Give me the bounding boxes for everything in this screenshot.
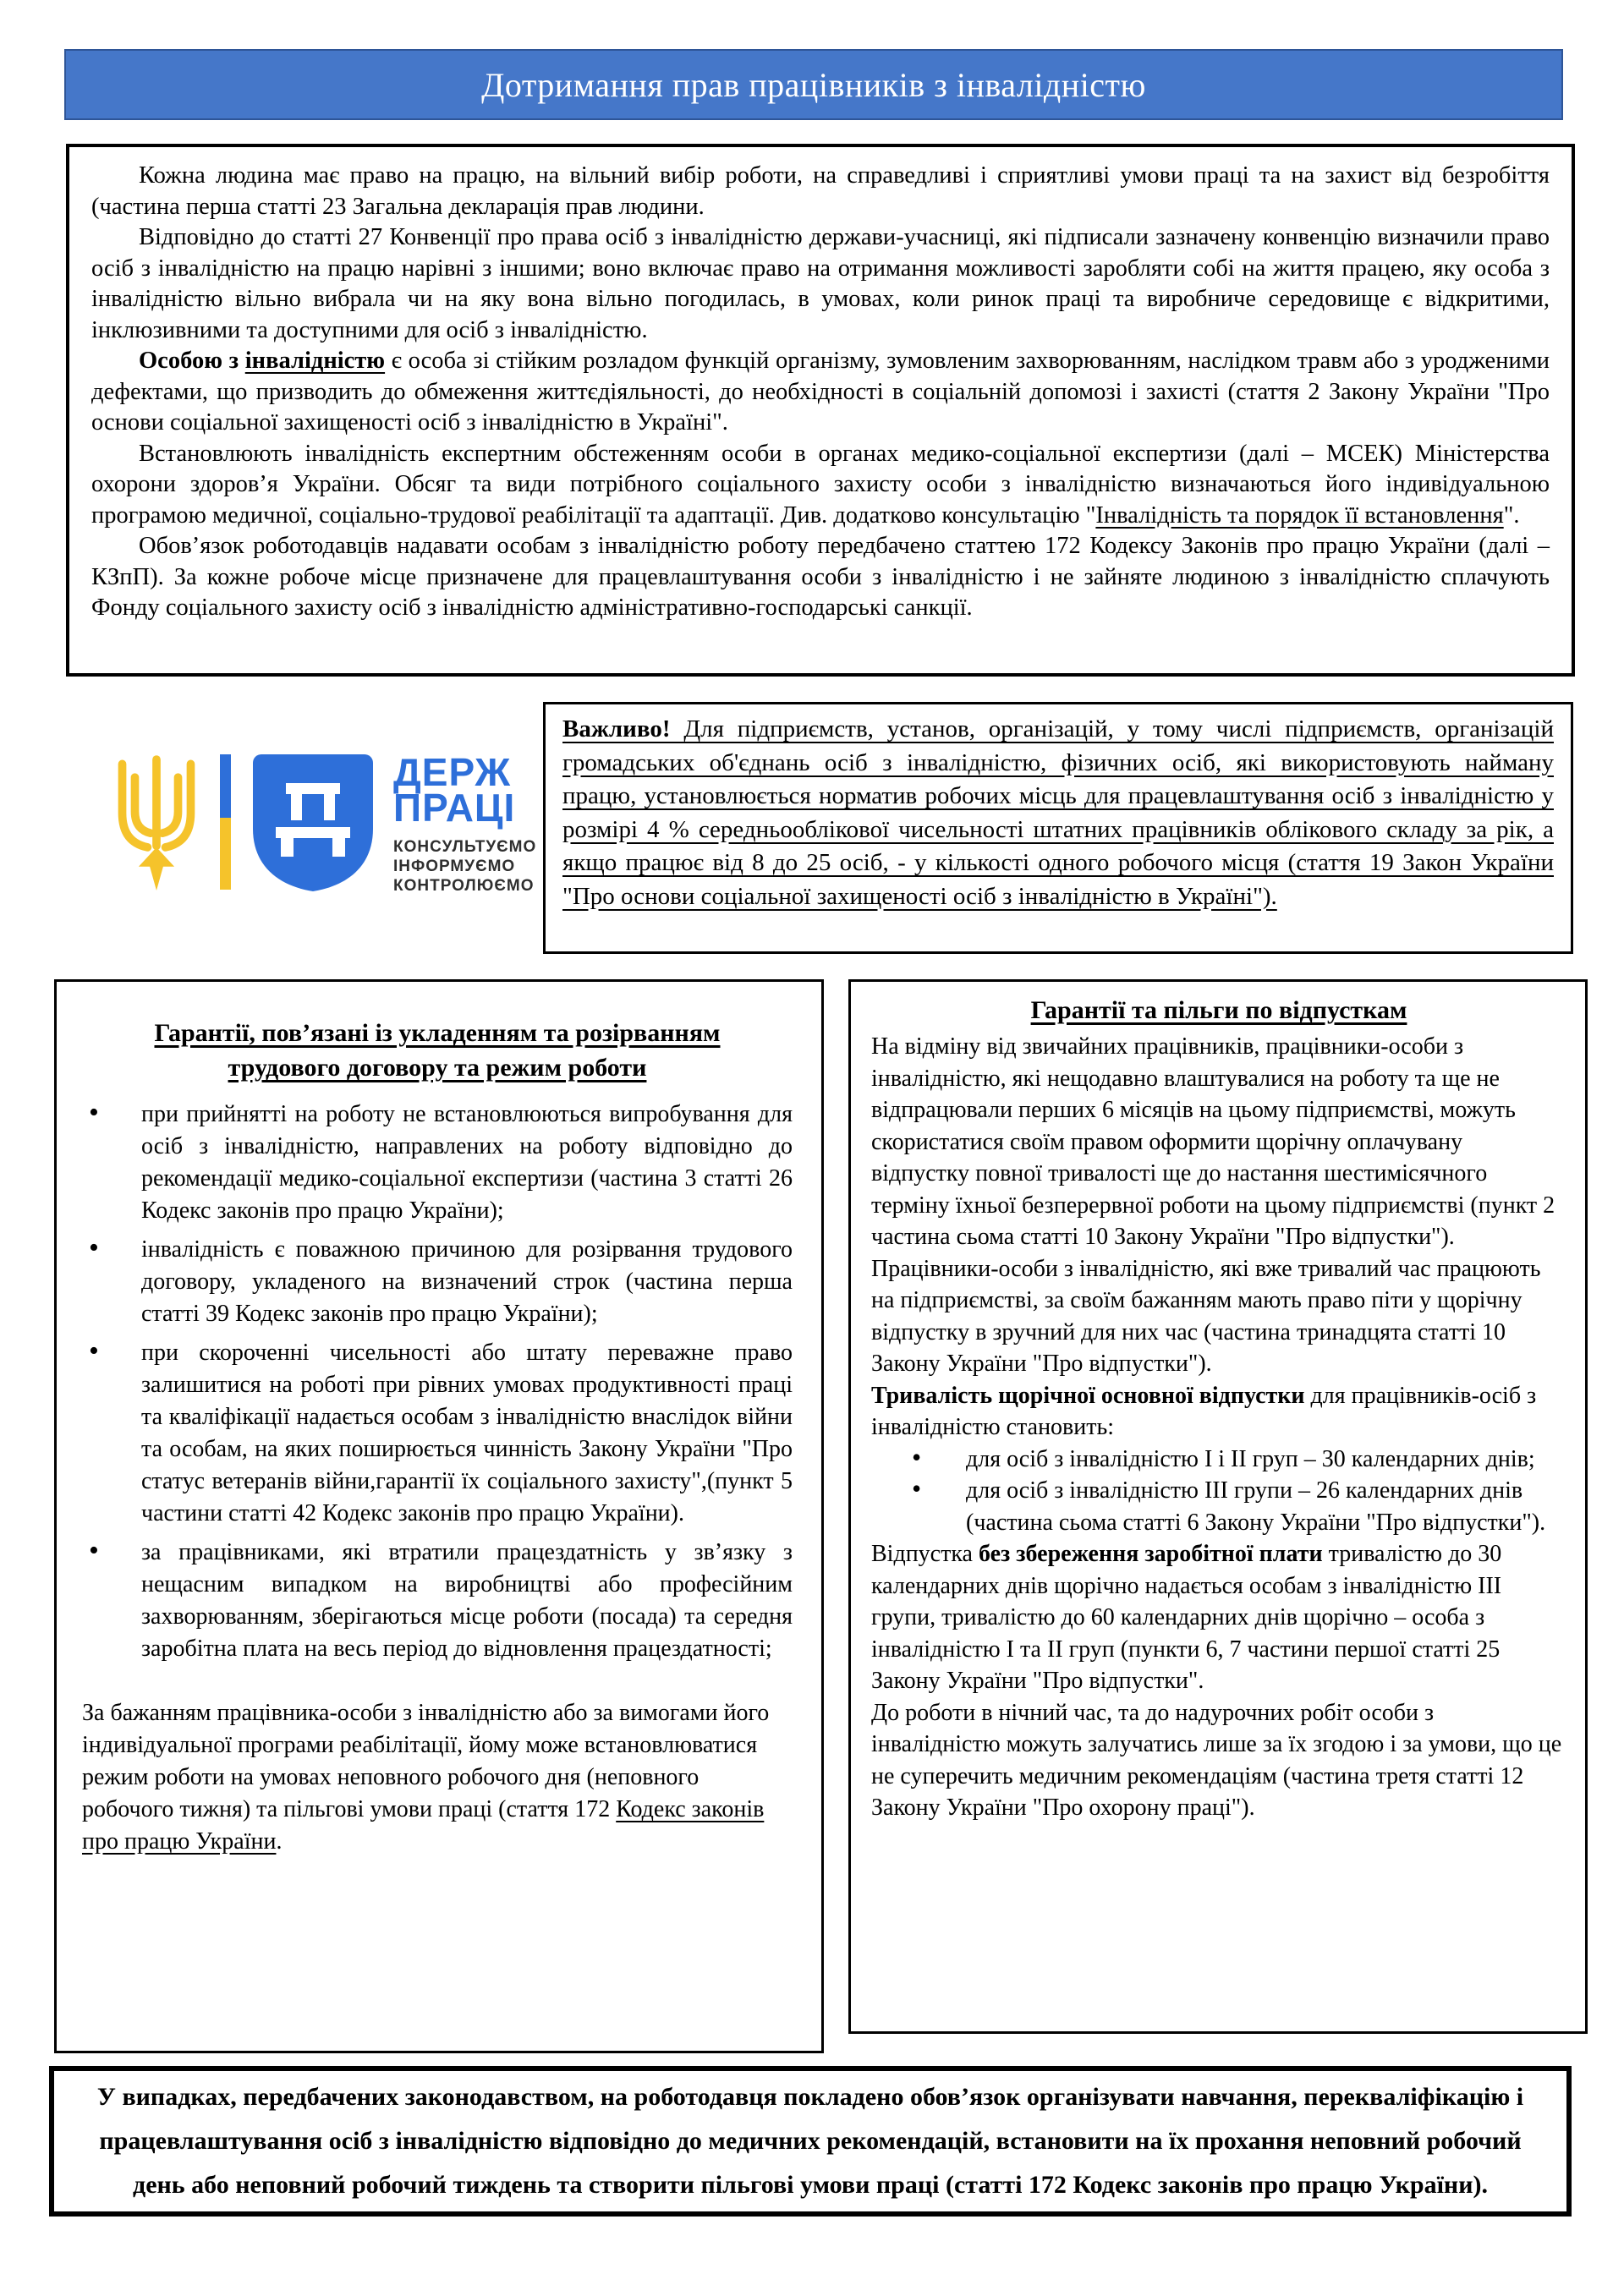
intro-paragraph-3 bbox=[91, 346, 1550, 439]
duration-lead-rest: для працівників-осіб з інвалідністю становить: bbox=[871, 1382, 1537, 1440]
logo-tagline bbox=[393, 837, 536, 896]
intro-box bbox=[66, 144, 1575, 677]
logo-name-line1: ДЕРЖ bbox=[393, 750, 512, 794]
left-box-title: Гарантії, пов’язані із укладенням та розірванням трудового договору та режим роботи bbox=[154, 1019, 721, 1082]
intro-p4-closing: ". bbox=[1503, 501, 1520, 529]
important-text: Для підприємств, установ, організацій, у тому числі підприємств, організацій громадських об'єднань осіб з інвалідністю, фізичних осіб, які використовують найману працю, установлюється норматив робочих місць для працевлаштування осіб з інвалідністю у розмірі 4 % середньооблікової чисельності штатних працівників облікового складу за рік, а якщо працює від 8 до 25 осіб, - у кількості одного робочого місця (стаття 19 Закон України "Про основи соціальної захищеності осіб з інвалідністю в Україні"). bbox=[562, 715, 1554, 910]
left-bullet-2: інвалідність є поважною причиною для розірвання трудового договору, укладеного на визначений строк (частина перша статті 39 Кодекс законів про працю України); bbox=[141, 1236, 793, 1327]
right-p1-text: На відміну від звичайних працівників, працівники-особи з інвалідністю, які нещодавно влаштувалися на роботу та ще не відпрацювали перших 6 місяців на цьому підприємстві, можуть скористатися своїм правом оформити щорічну оплачувану відпустку повної тривалості ще до настання шестимісячного терміну їхньої безперервної роботи на цьому підприємстві (пункт 2 частина сьома статті 10 Закону України "Про відпустки"). bbox=[871, 1033, 1555, 1250]
duration-lead-bold: Тривалість щорічної основної відпустки bbox=[871, 1382, 1305, 1409]
right-box-title: Гарантії та пільги по відпусткам bbox=[1030, 996, 1407, 1024]
right-p2-text: Працівники-особи з інвалідністю, які вже тривалий час працюють на підприємстві, за своїм бажанням мають право піти у щорічну відпустку в зручний для них час (частина тринадцята статті 10 Закону України "Про відпустки"). bbox=[871, 1255, 1541, 1377]
unpaid-leave-text: тривалістю до 30 календарних днів щорічно надається особам з інвалідністю III групи, тривалістю до 60 календарних днів щорічно – особа з інвалідністю I та II груп (пункти 6, 7 частини першої статті 25 Закону України "Про відпустки". bbox=[871, 1541, 1502, 1694]
flag-bar-blue bbox=[220, 754, 231, 818]
logo-name-line2: ПРАЦІ bbox=[393, 786, 516, 830]
footer-text: У випадках, передбачених законодавством, на роботодавця покладено обов’язок організувати навчання, перекваліфікацію і працевлаштування осіб з інвалідністю відповідно до медичних рекомендацій, встановити на їх прохання неповний робочий день або неповний робочий тиждень та створити пільгові умови праці (статті 172 Кодекс законів про працю України). bbox=[96, 2083, 1524, 2199]
disability-term-lead: Особою з bbox=[139, 348, 245, 374]
night-work-text: До роботи в нічний час, та до надурочних робіт особи з інвалідністю можуть залучатись лише за їх згодою і за умови, що це не суперечить медичним рекомендаціям (частина третя статті 12 Закону України "Про охорону праці"). bbox=[871, 1699, 1562, 1821]
intro-p2-text: Відповідно до статті 27 Конвенції про права осіб з інвалідністю держави-учасниці, які підписали зазначену конвенцію визначили право осіб з інвалідністю на працю нарівні з іншими; воно включає право на отримання можливості заробляти собі на життя працею, яку особа з інвалідністю вільно вибрала чи на яку вона вільно погодилась, в умовах, коли ринок праці та виробниче середовище є відкритими, інклюзивними та доступними для осіб з інвалідністю. bbox=[91, 224, 1550, 343]
tagline-line-2: ІНФОРМУЄМО bbox=[393, 858, 516, 875]
title-banner bbox=[64, 49, 1563, 120]
intro-p4-text: Встановлюють інвалідність експертним обстеженням особи в органах медико-соціальної експертизи (далі – МСЕК) Міністерства охорони здоров’я України. Обсяг та види потрібного соціального захисту особи з інвалідністю визначаються його індивідуальною програмою медичної, соціально-трудової реабілітації та адаптації. Див. додатково консультацію " bbox=[91, 440, 1550, 529]
trident-icon bbox=[112, 748, 201, 896]
important-note bbox=[562, 713, 1554, 913]
intro-p1-text: Кожна людина має право на працю, на вільний вибір роботи, на справедливі і сприятливі умови праці та на захист від безробіття (частина перша статті 23 Загальна декларація прав людини. bbox=[91, 162, 1550, 220]
important-note-box bbox=[543, 702, 1573, 954]
consultation-reference-link[interactable]: Інвалідність та порядок її встановлення bbox=[1095, 501, 1504, 529]
left-bullet-1: при прийнятті на роботу не встановлюються випробування для осіб з інвалідністю, направлених на роботу відповідно до рекомендації медико-соціальної експертизи (частина 3 статті 26 Кодекс законів про працю України); bbox=[141, 1101, 793, 1224]
list-item bbox=[82, 1337, 793, 1530]
right-duration-lead bbox=[871, 1380, 1566, 1444]
right-paragraph-1 bbox=[871, 1031, 1566, 1253]
closing-text: За бажанням працівника-особи з інвалідністю або за вимогами його індивідуальної програми реабілітації, йому може встановлюватися режим роботи на умовах неповного робочого дня (неповного робочого тижня) та пільгові умови праці (стаття 172 bbox=[82, 1700, 770, 1822]
right-bullet-1: для осіб з інвалідністю I і II груп – 30 календарних днів; bbox=[966, 1445, 1535, 1472]
left-box-closing-paragraph bbox=[82, 1697, 793, 1858]
tagline-line-1: КОНСУЛЬТУЄМО bbox=[393, 838, 537, 856]
closing-period: . bbox=[276, 1828, 283, 1855]
list-item bbox=[82, 1234, 793, 1330]
logo-wordmark bbox=[393, 750, 537, 896]
intro-paragraph-1 bbox=[91, 161, 1550, 222]
intro-p5-text: Обов’язок роботодавців надавати особам з інвалідністю роботу передбачено статтею 172 Кодексу Законів про працю України (далі – КЗпП). За кожне робоче місце призначене для працевлаштування особи з інвалідністю і не зайняте людиною з інвалідністю сплачують Фонду соціального захисту осіб з інвалідністю адміністративно-господарські санкції. bbox=[91, 533, 1550, 621]
right-paragraph-3 bbox=[871, 1538, 1566, 1697]
list-item bbox=[871, 1475, 1566, 1538]
list-item bbox=[82, 1537, 793, 1665]
shield-wrap bbox=[253, 754, 373, 896]
employer-obligations-box bbox=[49, 2066, 1572, 2217]
unpaid-leave-lead: Відпустка bbox=[871, 1541, 979, 1567]
tagline-line-3: КОНТРОЛЮЄМО bbox=[393, 877, 535, 895]
intro-p3-text: є особа зі стійким розладом функцій організму, зумовленим захворюванням, наслідком травм або з уродженими дефектами, що призводить до обмеження життєдіяльності, до необхідності в соціальній допомозі і захисті (стаття 2 Закону України "Про основи соціальної захищеності осіб з інвалідністю в Україні". bbox=[91, 348, 1550, 436]
trident-base bbox=[139, 847, 174, 890]
intro-paragraph-5 bbox=[91, 531, 1550, 624]
unpaid-leave-bold: без збереження заробітної плати bbox=[978, 1541, 1323, 1567]
disability-term-underlined: інвалідністю bbox=[244, 348, 386, 374]
important-lead: Важливо! bbox=[562, 715, 671, 743]
left-box-bullet-list bbox=[82, 1099, 793, 1665]
left-bullet-4: за працівниками, які втратили працездатність у зв’язку з нещасним випадком на виробництві або професійним захворюванням, зберігаються місце роботи (посада) та середня заробітна плата на весь період до відновлення працездатності; bbox=[141, 1539, 793, 1662]
right-paragraph-2 bbox=[871, 1253, 1566, 1380]
page-title: Дотримання прав працівників з інвалідністю bbox=[481, 65, 1146, 104]
vacation-benefits-box bbox=[848, 979, 1588, 2034]
right-box-bullet-list bbox=[871, 1444, 1566, 1539]
flag-bar bbox=[220, 754, 231, 890]
flag-bar-yellow bbox=[220, 818, 231, 890]
right-bullet-2: для осіб з інвалідністю III групи – 26 календарних днів (частина сьома статті 6 Закону України "Про відпустки"). bbox=[966, 1477, 1546, 1536]
right-paragraph-4 bbox=[871, 1697, 1566, 1824]
derzhpratsi-shield-icon bbox=[253, 754, 373, 891]
labor-code-reference-link[interactable]: Кодекс законів про працю України bbox=[82, 1796, 765, 1855]
intro-paragraph-4 bbox=[91, 439, 1550, 532]
derzhpratsi-logo bbox=[112, 748, 536, 896]
left-bullet-3: при скороченні чисельності або штату переважне право залишитися на роботі при рівних умовах продуктивності праці та кваліфікації надається особам з інвалідністю внаслідок війни та особам, на яких поширюється чинність Закону України "Про статус ветеранів війни,гарантії їх соціального захисту",(пункт 5 частини статті 42 Кодекс законів про працю України). bbox=[141, 1340, 793, 1526]
list-item bbox=[82, 1099, 793, 1227]
contract-guarantees-box bbox=[54, 979, 824, 2053]
intro-paragraph-2 bbox=[91, 222, 1550, 346]
list-item bbox=[871, 1444, 1566, 1476]
